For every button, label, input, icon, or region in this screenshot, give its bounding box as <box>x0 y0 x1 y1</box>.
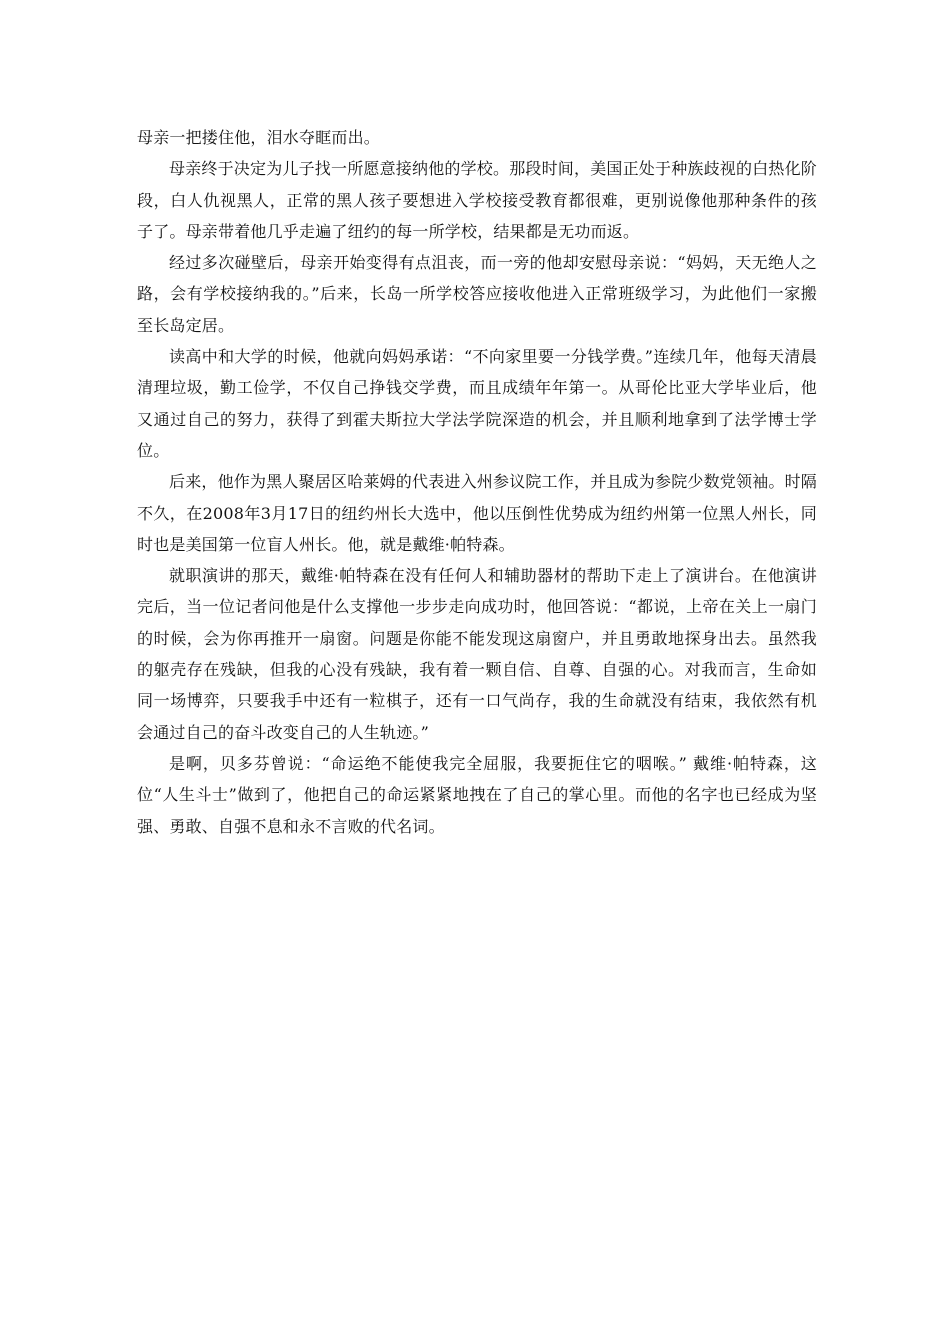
paragraph: 经过多次碰壁后，母亲开始变得有点沮丧，而一旁的他却安慰母亲说：“妈妈，天无绝人之路，会有学校接纳我的。”后来，长岛一所学校答应接收他进入正常班级学习，为此他们一家搬至长岛定居。 <box>137 253 817 335</box>
document-body <box>137 122 817 842</box>
paragraph: 母亲终于决定为儿子找一所愿意接纳他的学校。那段时间，美国正处于种族歧视的白热化阶段，白人仇视黑人，正常的黑人孩子要想进入学校接受教育都很难，更别说像他那种条件的孩子了。母亲带着他几乎走遍了纽约的每一所学校，结果都是无功而返。 <box>137 159 818 241</box>
paragraph: 读高中和大学的时候，他就向妈妈承诺：“不向家里要一分钱学费。”连续几年，他每天清晨清理垃圾，勤工俭学，不仅自己挣钱交学费，而且成绩年年第一。从哥伦比亚大学毕业后，他又通过自己的努力，获得了到霍夫斯拉大学法学院深造的机会，并且顺利地拿到了法学博士学位。 <box>137 347 817 460</box>
paragraph: 是啊，贝多芬曾说：“命运绝不能使我完全屈服，我要扼住它的咽喉。” 戴维·帕特森，这位“人生斗士”做到了，他把自己的命运紧紧地拽在了自己的掌心里。而他的名字也已经成为坚强、勇敢、自强不息和永不言败的代名词。 <box>137 753 817 836</box>
paragraph: 后来，他作为黑人聚居区哈莱姆的代表进入州参议院工作，并且成为参院少数党领袖。时隔不久，在2008年3月17日的纽约州长大选中，他以压倒性优势成为纽约州第一位黑人州长，同时也是美国第一位盲人州长。他，就是戴维·帕特森。 <box>137 472 818 554</box>
paragraph: 母亲一把搂住他，泪水夺眶而出。 <box>137 128 381 147</box>
paragraph: 就职演讲的那天，戴维·帕特森在没有任何人和辅助器材的帮助下走上了演讲台。在他演讲完后，当一位记者问他是什么支撑他一步步走向成功时，他回答说：“都说，上帝在关上一扇门的时候，会为你再推开一扇窗。问题是你能不能发现这扇窗户，并且勇敢地探身出去。虽然我的躯壳存在残缺，但我的心没有残缺，我有着一颗自信、自尊、自强的心。对我而言，生命如同一场博弈，只要我手中还有一粒棋子，还有一口气尚存，我的生命就没有结束，我依然有机会通过自己的奋斗改变自己的人生轨迹。” <box>137 566 817 742</box>
